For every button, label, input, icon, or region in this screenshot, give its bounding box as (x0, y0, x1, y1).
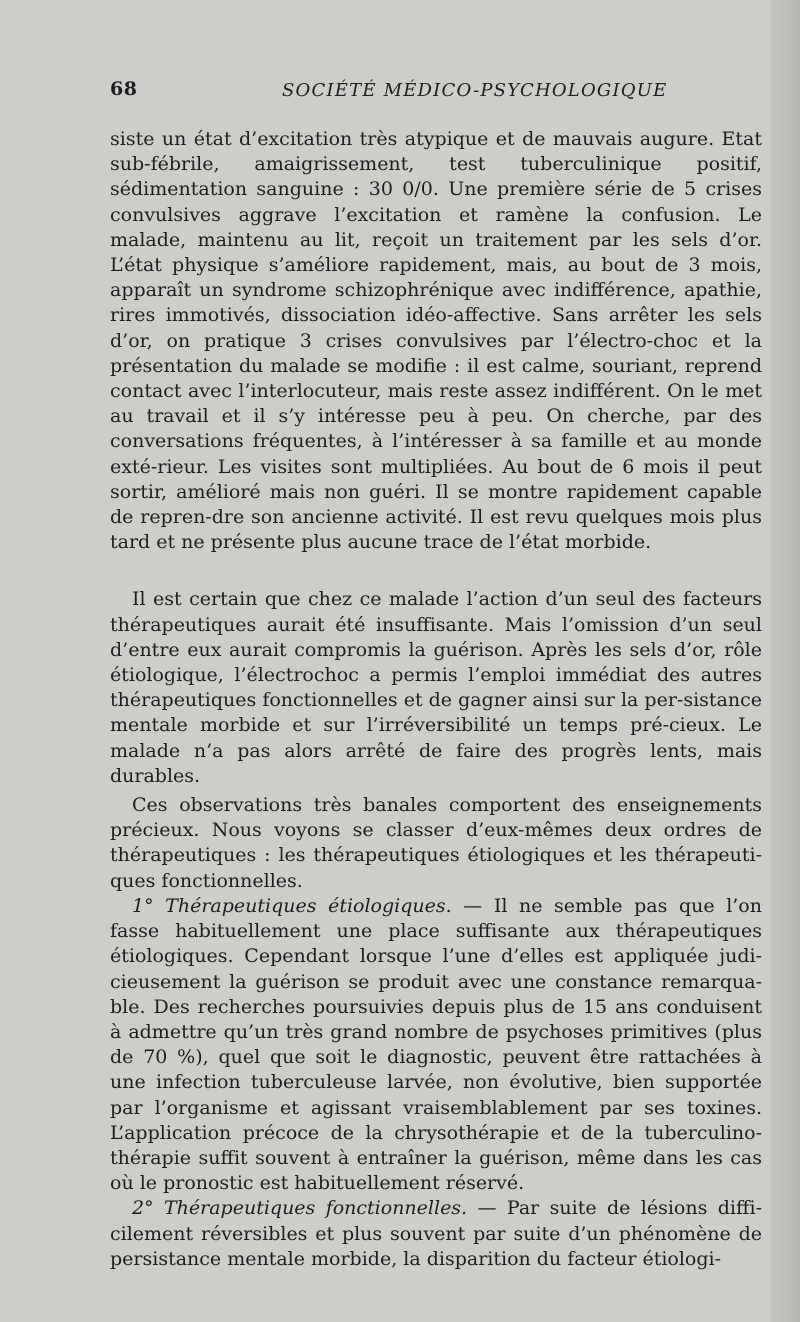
paragraph-text: siste un état d’excitation très atypique et de mauvais augure. Etat sub-fébrile, amaigrissement, test tuberculinique positif, sédimentation sanguine : 30 0/0. Une première série de 5 crises convulsives aggrave l’excitation et ramène la confusion. Le malade, maintenu au lit, reçoit un traitement par les sels d’or. L’état physique s’améliore rapidement, mais, au bout de 3 mois, apparaît un syndrome schizophrénique avec indifférence, apathie, rires immotivés, dissociation idéo-affective. Sans arrêter les sels d’or, on pratique 3 crises convulsives par l’électro-choc et la présentation du malade se modifie : il est calme, souriant, reprend contact avec l’interlocuteur, mais reste assez indifférent. On le met au travail et il s’y intéresse peu à peu. On cherche, par des conversations fréquentes, à l’intéresser à sa famille et au monde exté-rieur. Les visites sont multipliées. Au bout de 6 mois il peut sortir, amélioré mais non guéri. Il se montre rapidement capable de repren-dre son ancienne activité. Il est revu quelques mois plus tard et ne présente plus aucune trace de l’état morbide. (110, 128, 762, 554)
paragraph-continuation (110, 127, 762, 555)
section-paragraph (110, 894, 762, 1196)
running-title: SOCIÉTÉ MÉDICO-PSYCHOLOGIQUE (282, 80, 668, 101)
paragraph (110, 793, 762, 894)
paragraph-text: Il est certain que chez ce malade l’action d’un seul des facteurs thérapeutiques aurait été insuffisante. Mais l’omission d’un seul d’entre eux aurait compromis la guérison. Après les sels d’or, rôle étiologique, l’électrochoc a permis l’emploi immédiat des autres thérapeutiques fonctionnelles et de gagner ainsi sur la per-sistance mentale morbide et sur l’irréversibilité un temps pré-cieux. Le malade n’a pas alors arrêté de faire des progrès lents, mais durables. (110, 588, 762, 787)
paragraph (110, 587, 762, 789)
section-heading: 2° Thérapeutiques fonctionnelles. (132, 1197, 468, 1220)
body-text (110, 127, 762, 1272)
section-heading: 1° Thérapeutiques étiologiques. (132, 894, 452, 917)
section-paragraph (110, 1196, 762, 1272)
paragraph-text: — Par suite de lésions diffi-cilement réversibles et plus souvent par suite d’un phénomène de persistance mentale morbide, la disparition du facteur étiologi- (110, 1197, 762, 1270)
paragraph-text: — Il ne semble pas que l’on fasse habituellement une place suffisante aux thérapeutiques étiologiques. Cependant lorsque l’une d’elles est appliquée judi-cieusement la guérison se produit avec une constance remarqua-ble. Des recherches poursuivies depuis plus de 15 ans conduisent à admettre qu’un très grand nombre de psychoses primitives (plus de 70 %), quel que soit le diagnostic, peuvent être rattachées à une infection tuberculeuse larvée, non évolutive, bien supportée par l’organisme et agissant vraisemblablement par ses toxines. L’application précoce de la chrysothérapie et de la tuberculino-thérapie suffit souvent à entraîner la guérison, même dans les cas où le pronostic est habituellement réservé. (110, 894, 762, 1195)
paragraph-text: Ces observations très banales comportent des enseignements précieux. Nous voyons se classer d’eux-mêmes deux ordres de thérapeutiques : les thérapeutiques étiologiques et les thérapeuti-ques fonctionnelles. (110, 794, 762, 892)
page-number: 68 (110, 78, 138, 100)
page-header (110, 78, 770, 110)
page-edge (770, 0, 800, 1322)
